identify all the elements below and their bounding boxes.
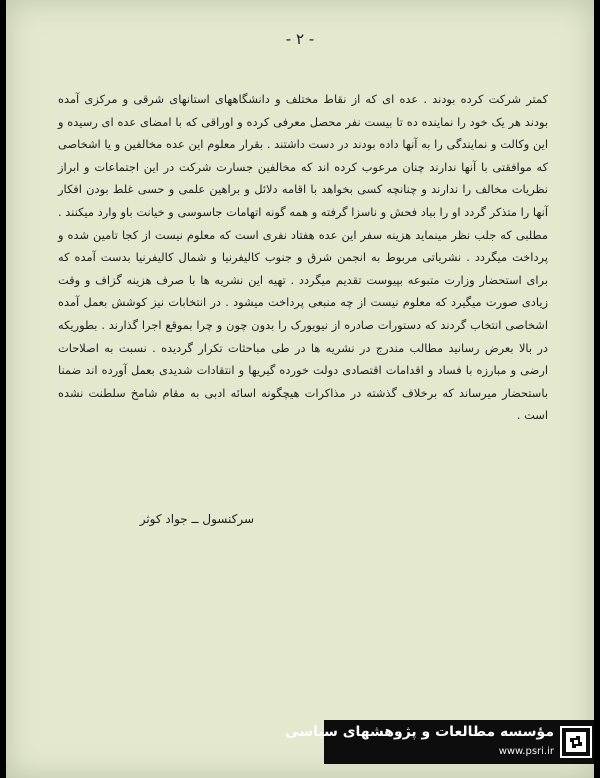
page-number: - ۲ - bbox=[285, 30, 315, 48]
watermark-banner bbox=[285, 720, 594, 764]
body-paragraph: کمتر شرکت کرده بودند . عده ای که از نقاط مختلف و دانشگاههای استانهای شرقی و مرکزی آمده بودند هر یک خود را نماینده ده تا بیست نفر محصل معرفی کرده و اوراقی که با امضای عده ای رسیده و این وکالت و نمایندگی را به آنها داده بودند در دست داشتند . بقرار معلوم این عده مخالفین و یا اشخاصی که موافقتی با آنها ندارند چنان مرعوب کرده اند که مخالفین جسارت شرکت در این اجتماعات و ابراز نظریات مخالف را ندارند و چنانچه کسی بخواهد با اقامه دلائل و براهین علمی و حسی غلط بودن افکار آنها را متذکر گردد او را بباد فحش و ناسزا گرفته و همه گونه اتهامات جاسوسی و خیانت باو وارد میکنند . مطلبی که جلب نظر مینماید هزینه سفر این عده هفتاد نفری است که معلوم نیست از کجا تامین شده و پرداخت میگردد . نشریاتی مربوط به انجمن شرق و جنوب کالیفرنیا و شمال کالیفرنیا بدست آمده که برای استحضار وزارت متبوعه بپیوست تقدیم میگردد . تهیه این نشریه ها با صرف هزینه گزاف و وقت زیادی صورت میگیرد که معلوم نیست از چه منبعی پرداخت میشود . در انتخابات نیز کوشش بعمل آمده اشخاصی انتخاب گردند که دستورات صادره از نیویورک را بدون چون و چرا بموقع اجرا گذارند . بطوریکه در بالا بعرض رسانید مطالب مندرج در نشریه ها در طی مباحثات تکرار گردیده . نسبت به اصلاحات ارضی و مبارزه با فساد و اقدامات اقتصادی دولت خورده گیریها و انتقادات شدیدی بعمل آورده اند ضمنا باستحضار میرساند که برخلاف گذشته در مذاکرات هیچگونه اسائه ادبی به مقام شامخ سلطنت نشده است . bbox=[58, 92, 548, 423]
institute-url: www.psri.ir bbox=[498, 746, 554, 757]
psri-logo-icon bbox=[560, 726, 592, 758]
letter-body bbox=[58, 88, 548, 427]
document-page bbox=[6, 0, 594, 778]
institute-name: مؤسسه مطالعات و پژوهشهای سیاسی bbox=[285, 724, 554, 740]
signature-line: سرکنسول ــ جواد کوثر bbox=[139, 512, 254, 526]
